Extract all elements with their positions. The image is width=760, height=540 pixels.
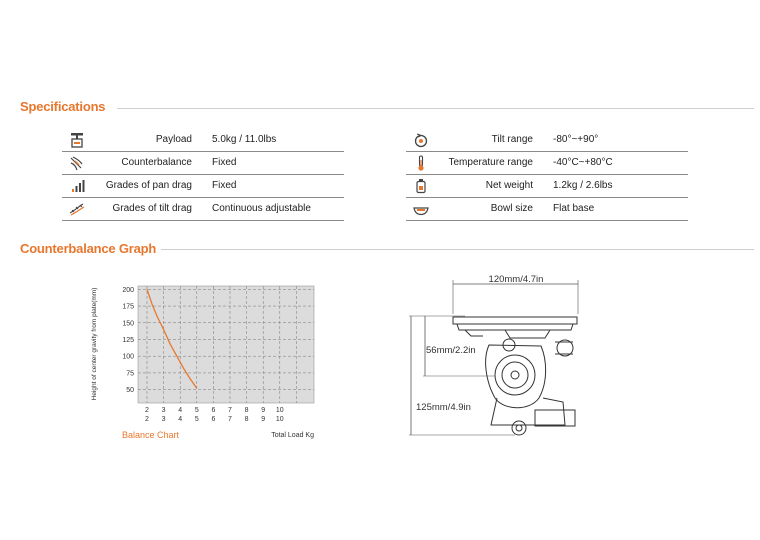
- y-tick-label: 100: [122, 353, 134, 361]
- spec-label: Temperature range: [448, 157, 533, 168]
- x-tick-label-row2: 7: [228, 416, 232, 423]
- spec-label: Grades of pan drag: [105, 180, 192, 191]
- spec-value: 5.0kg / 11.0lbs: [212, 134, 277, 145]
- x-tick-label-row2: 10: [275, 416, 284, 423]
- y-tick-label: 150: [122, 320, 134, 328]
- spec-label: Net weight: [485, 180, 533, 191]
- spec-label: Grades of tilt drag: [112, 203, 192, 214]
- spec-label: Bowl size: [490, 203, 533, 214]
- chart-y-ticks: [122, 287, 134, 394]
- y-tick-label: 125: [122, 336, 134, 344]
- x-tick-label-row2: 9: [261, 416, 266, 423]
- spec-row-temperature: [406, 152, 688, 175]
- y-tick-label: 175: [122, 303, 134, 311]
- spec-value: Fixed: [212, 157, 237, 168]
- spec-value: 1.2kg / 2.6lbs: [553, 180, 613, 191]
- fluid-head-dimension-diagram: [405, 270, 590, 440]
- spec-table-right: [406, 129, 688, 223]
- x-tick-label-row1: 6: [211, 407, 216, 414]
- spec-row-net-weight: [406, 175, 688, 198]
- spec-row-payload: [62, 129, 344, 152]
- x-tick-label-row1: 3: [161, 407, 166, 414]
- chart-caption: Balance Chart: [122, 430, 180, 440]
- y-tick-label: 200: [122, 286, 134, 294]
- spec-row-pan-drag: [62, 175, 344, 198]
- counterbalance-chart: [85, 280, 345, 450]
- spec-row-tilt-range: [406, 129, 688, 152]
- pan-drag-icon: [68, 178, 86, 194]
- x-tick-label-row1: 7: [228, 407, 232, 414]
- graph-section-rule: [161, 249, 754, 250]
- spec-row-tilt-drag: [62, 198, 344, 221]
- graph-section-title: Counterbalance Graph: [20, 241, 157, 256]
- spec-row-counterbalance: [62, 152, 344, 175]
- spec-label: Tilt range: [491, 134, 533, 145]
- spec-label: Payload: [155, 134, 192, 145]
- spec-value: -40°C~+80°C: [553, 157, 613, 168]
- x-tick-label-row2: 4: [178, 416, 183, 423]
- width-dimension-label: 120mm/4.7in: [488, 274, 544, 285]
- x-tick-label-row2: 5: [194, 416, 199, 423]
- mid-height-label: 56mm/2.2in: [426, 345, 476, 356]
- spec-value: Fixed: [212, 180, 237, 191]
- chart-plot-area: [138, 286, 314, 403]
- thermometer-icon: [412, 155, 430, 171]
- x-tick-label-row2: 6: [211, 416, 216, 423]
- x-tick-label-row2: 3: [161, 416, 166, 423]
- x-tick-label-row1: 5: [194, 407, 199, 414]
- tilt-range-icon: [412, 132, 430, 148]
- spec-value: Continuous adjustable: [212, 203, 311, 214]
- x-tick-label-row1: 4: [178, 407, 183, 414]
- payload-icon: [68, 132, 86, 148]
- specifications-rule: [117, 108, 754, 109]
- total-height-label: 125mm/4.9in: [416, 402, 471, 413]
- spec-label: Counterbalance: [121, 157, 192, 168]
- spec-value: -80°~+90°: [553, 134, 599, 145]
- x-tick-label-row2: 8: [244, 416, 249, 423]
- spec-table-left: [62, 129, 344, 223]
- x-tick-label-row1: 8: [244, 407, 249, 414]
- specifications-title: Specifications: [20, 99, 106, 114]
- x-tick-label-row1: 9: [261, 407, 266, 414]
- bowl-icon: [412, 201, 430, 217]
- spec-row-bowl-size: [406, 198, 688, 221]
- y-tick-label: 50: [126, 387, 134, 395]
- chart-x-axis-label: Total Load Kg: [271, 432, 314, 439]
- y-tick-label: 75: [126, 370, 134, 378]
- chart-x-ticks: [145, 407, 284, 423]
- chart-y-axis-label: Height of center gravity from plate(mm): [91, 287, 98, 401]
- tilt-drag-icon: [68, 201, 86, 217]
- x-tick-label-row1: 2: [145, 407, 149, 414]
- counterbalance-icon: [68, 155, 86, 171]
- weight-icon: [412, 178, 430, 194]
- spec-value: Flat base: [553, 203, 595, 214]
- x-tick-label-row1: 10: [275, 407, 284, 414]
- x-tick-label-row2: 2: [145, 416, 149, 423]
